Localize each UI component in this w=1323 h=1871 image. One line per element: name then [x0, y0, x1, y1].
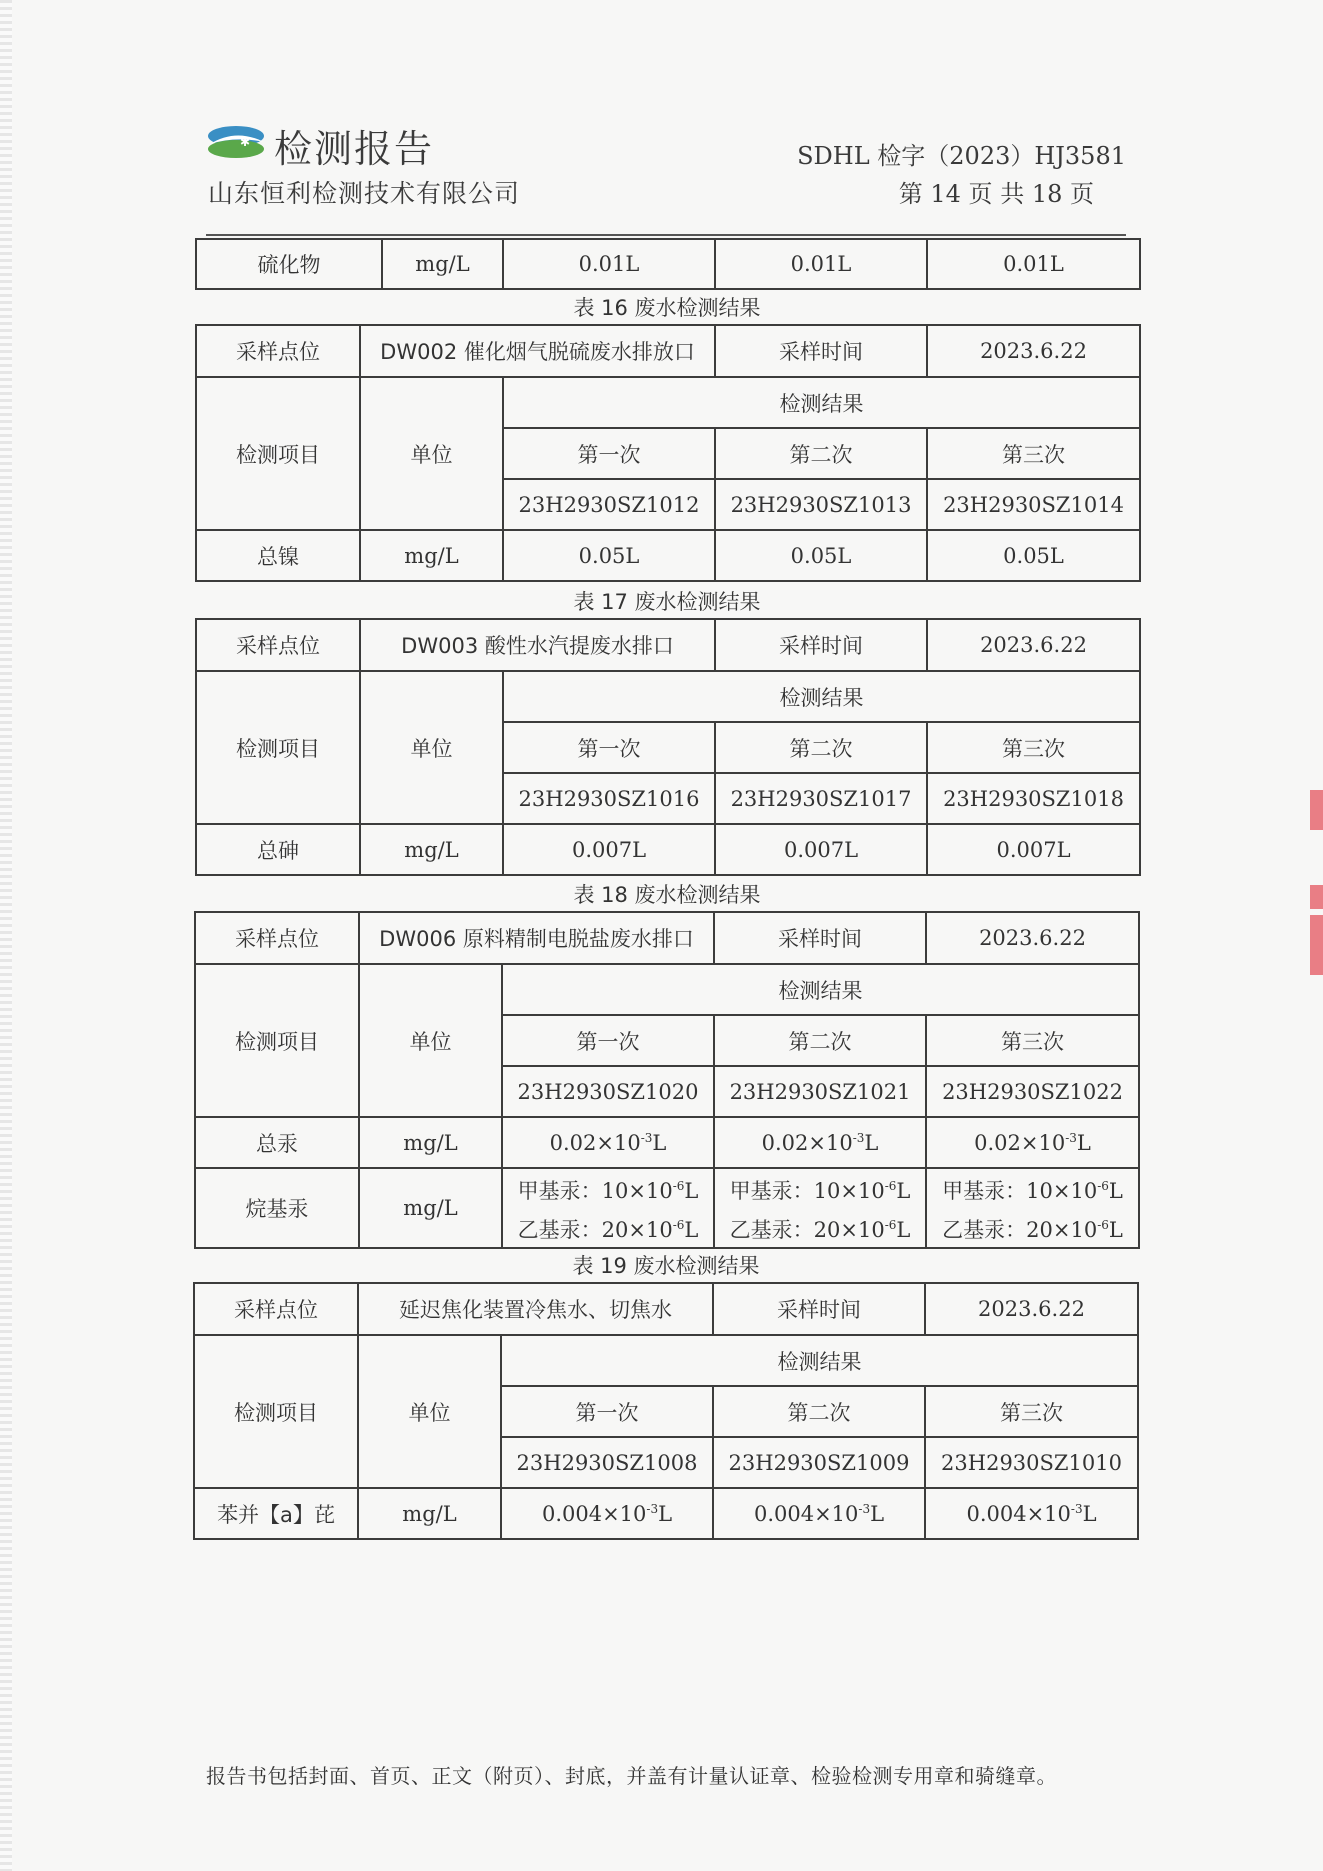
sample-id: 23H2930SZ1021	[714, 1066, 926, 1117]
value-cell: $0.02\times 10^{-3}L$	[502, 1117, 714, 1168]
value-cell: 0.05L	[715, 530, 927, 581]
table-row	[194, 1283, 1138, 1335]
sampling-point-label: 采样点位	[196, 619, 360, 671]
unit-cell: mg/L	[359, 1117, 502, 1168]
page-number: 第 14 页 共 18 页	[898, 180, 1094, 208]
results-header: 检测结果	[501, 1335, 1138, 1386]
value-cell: 0.05L	[927, 530, 1140, 581]
round-3-header: 第三次	[927, 428, 1140, 479]
round-2-header: 第二次	[715, 428, 927, 479]
value-cell: 0.007L	[927, 824, 1140, 875]
table-row	[195, 1168, 1139, 1248]
sampling-point-label: 采样点位	[194, 1283, 358, 1335]
sample-id: 23H2930SZ1012	[503, 479, 715, 530]
value-cell: 0.01L	[503, 239, 715, 289]
item-header: 检测项目	[196, 671, 360, 824]
unit-cell: mg/L	[360, 824, 503, 875]
sample-id: 23H2930SZ1017	[715, 773, 927, 824]
table-16	[195, 324, 1141, 582]
item-header: 检测项目	[196, 377, 360, 530]
unit-header: 单位	[360, 671, 503, 824]
round-2-header: 第二次	[713, 1386, 925, 1437]
sample-id: 23H2930SZ1022	[926, 1066, 1139, 1117]
sampling-time-label: 采样时间	[714, 912, 926, 964]
value-cell: 甲基汞：$10\times 10^{-6}L$ 乙基汞：$20\times 10^{-6}L$	[502, 1168, 714, 1248]
table-15-continuation	[195, 238, 1141, 290]
round-3-header: 第三次	[927, 722, 1140, 773]
sample-id: 23H2930SZ1020	[502, 1066, 714, 1117]
results-header: 检测结果	[502, 964, 1139, 1015]
seam-stamp-fragment	[1310, 790, 1323, 830]
value-cell: $0.004\times 10^{-3}L$	[501, 1488, 713, 1539]
sample-id: 23H2930SZ1014	[927, 479, 1140, 530]
value-cell: 甲基汞：$10\times 10^{-6}L$ 乙基汞：$20\times 10^{-6}L$	[714, 1168, 926, 1248]
company-logo-icon	[206, 122, 268, 162]
value-cell: $0.02\times 10^{-3}L$	[926, 1117, 1139, 1168]
sample-id: 23H2930SZ1018	[927, 773, 1140, 824]
item-cell: 总汞	[195, 1117, 359, 1168]
round-1-header: 第一次	[503, 722, 715, 773]
unit-header: 单位	[359, 964, 502, 1117]
unit-cell: mg/L	[382, 239, 503, 289]
unit-cell: mg/L	[359, 1168, 502, 1248]
sampling-point-value: DW003 酸性水汽提废水排口	[360, 619, 715, 671]
sample-id: 23H2930SZ1008	[501, 1437, 713, 1488]
table-row	[195, 964, 1139, 1015]
table-row	[195, 912, 1139, 964]
sample-id: 23H2930SZ1009	[713, 1437, 925, 1488]
round-2-header: 第二次	[715, 722, 927, 773]
value-cell: $0.02\times 10^{-3}L$	[714, 1117, 926, 1168]
sample-id: 23H2930SZ1016	[503, 773, 715, 824]
report-title: 检测报告	[274, 127, 435, 171]
item-cell: 苯并【a】芘	[194, 1488, 358, 1539]
table-row	[196, 377, 1140, 428]
sampling-time-value: 2023.6.22	[926, 912, 1139, 964]
results-header: 检测结果	[503, 671, 1140, 722]
unit-header: 单位	[360, 377, 503, 530]
sample-id: 23H2930SZ1013	[715, 479, 927, 530]
footer-note: 报告书包括封面、首页、正文（附页）、封底，并盖有计量认证章、检验检测专用章和骑缝章。	[206, 1764, 1057, 1788]
results-header: 检测结果	[503, 377, 1140, 428]
sampling-point-value: 延迟焦化装置冷焦水、切焦水	[358, 1283, 713, 1335]
unit-cell: mg/L	[360, 530, 503, 581]
table-caption: 表 16 废水检测结果	[573, 296, 761, 320]
value-cell: 0.01L	[927, 239, 1140, 289]
table-row	[195, 1117, 1139, 1168]
item-header: 检测项目	[195, 964, 359, 1117]
table-row	[196, 530, 1140, 581]
item-cell: 烷基汞	[195, 1168, 359, 1248]
value-cell: 甲基汞：$10\times 10^{-6}L$ 乙基汞：$20\times 10^{-6}L$	[926, 1168, 1139, 1248]
table-caption: 表 17 废水检测结果	[573, 590, 761, 614]
unit-cell: mg/L	[358, 1488, 501, 1539]
value-cell: 0.007L	[715, 824, 927, 875]
table-17	[195, 618, 1141, 876]
table-caption: 表 19 废水检测结果	[572, 1254, 760, 1278]
table-row	[194, 1488, 1138, 1539]
sampling-time-label: 采样时间	[713, 1283, 925, 1335]
sampling-point-value: DW002 催化烟气脱硫废水排放口	[360, 325, 715, 377]
round-2-header: 第二次	[714, 1015, 926, 1066]
round-1-header: 第一次	[502, 1015, 714, 1066]
value-cell: $0.004\times 10^{-3}L$	[713, 1488, 925, 1539]
table-caption: 表 18 废水检测结果	[573, 883, 761, 907]
sampling-time-label: 采样时间	[715, 325, 927, 377]
table-row	[196, 619, 1140, 671]
table-19	[193, 1282, 1139, 1540]
item-header: 检测项目	[194, 1335, 358, 1488]
round-1-header: 第一次	[503, 428, 715, 479]
sample-id: 23H2930SZ1010	[925, 1437, 1138, 1488]
report-header	[206, 118, 1126, 238]
item-cell: 总砷	[196, 824, 360, 875]
table-row	[196, 325, 1140, 377]
table-row	[196, 239, 1140, 289]
seam-stamp-fragment	[1310, 915, 1323, 975]
value-cell: 0.01L	[715, 239, 927, 289]
table-row	[196, 824, 1140, 875]
value-cell: 0.05L	[503, 530, 715, 581]
table-row	[196, 671, 1140, 722]
table-18	[194, 911, 1140, 1249]
sampling-point-label: 采样点位	[195, 912, 359, 964]
sampling-time-value: 2023.6.22	[927, 325, 1140, 377]
value-cell: 0.007L	[503, 824, 715, 875]
round-1-header: 第一次	[501, 1386, 713, 1437]
value-cell: $0.004\times 10^{-3}L$	[925, 1488, 1138, 1539]
sampling-time-label: 采样时间	[715, 619, 927, 671]
seam-stamp-fragment	[1310, 885, 1323, 909]
company-name: 山东恒利检测技术有限公司	[208, 179, 521, 208]
unit-header: 单位	[358, 1335, 501, 1488]
scan-edge	[0, 0, 12, 1871]
round-3-header: 第三次	[925, 1386, 1138, 1437]
round-3-header: 第三次	[926, 1015, 1139, 1066]
report-number: SDHL 检字（2023）HJ3581	[797, 142, 1126, 170]
table-row	[194, 1335, 1138, 1386]
sampling-point-value: DW006 原料精制电脱盐废水排口	[359, 912, 714, 964]
sampling-point-label: 采样点位	[196, 325, 360, 377]
item-cell: 总镍	[196, 530, 360, 581]
sampling-time-value: 2023.6.22	[925, 1283, 1138, 1335]
svg-text:✱: ✱	[240, 135, 251, 149]
sampling-time-value: 2023.6.22	[927, 619, 1140, 671]
header-divider	[206, 234, 1126, 236]
item-cell: 硫化物	[196, 239, 382, 289]
